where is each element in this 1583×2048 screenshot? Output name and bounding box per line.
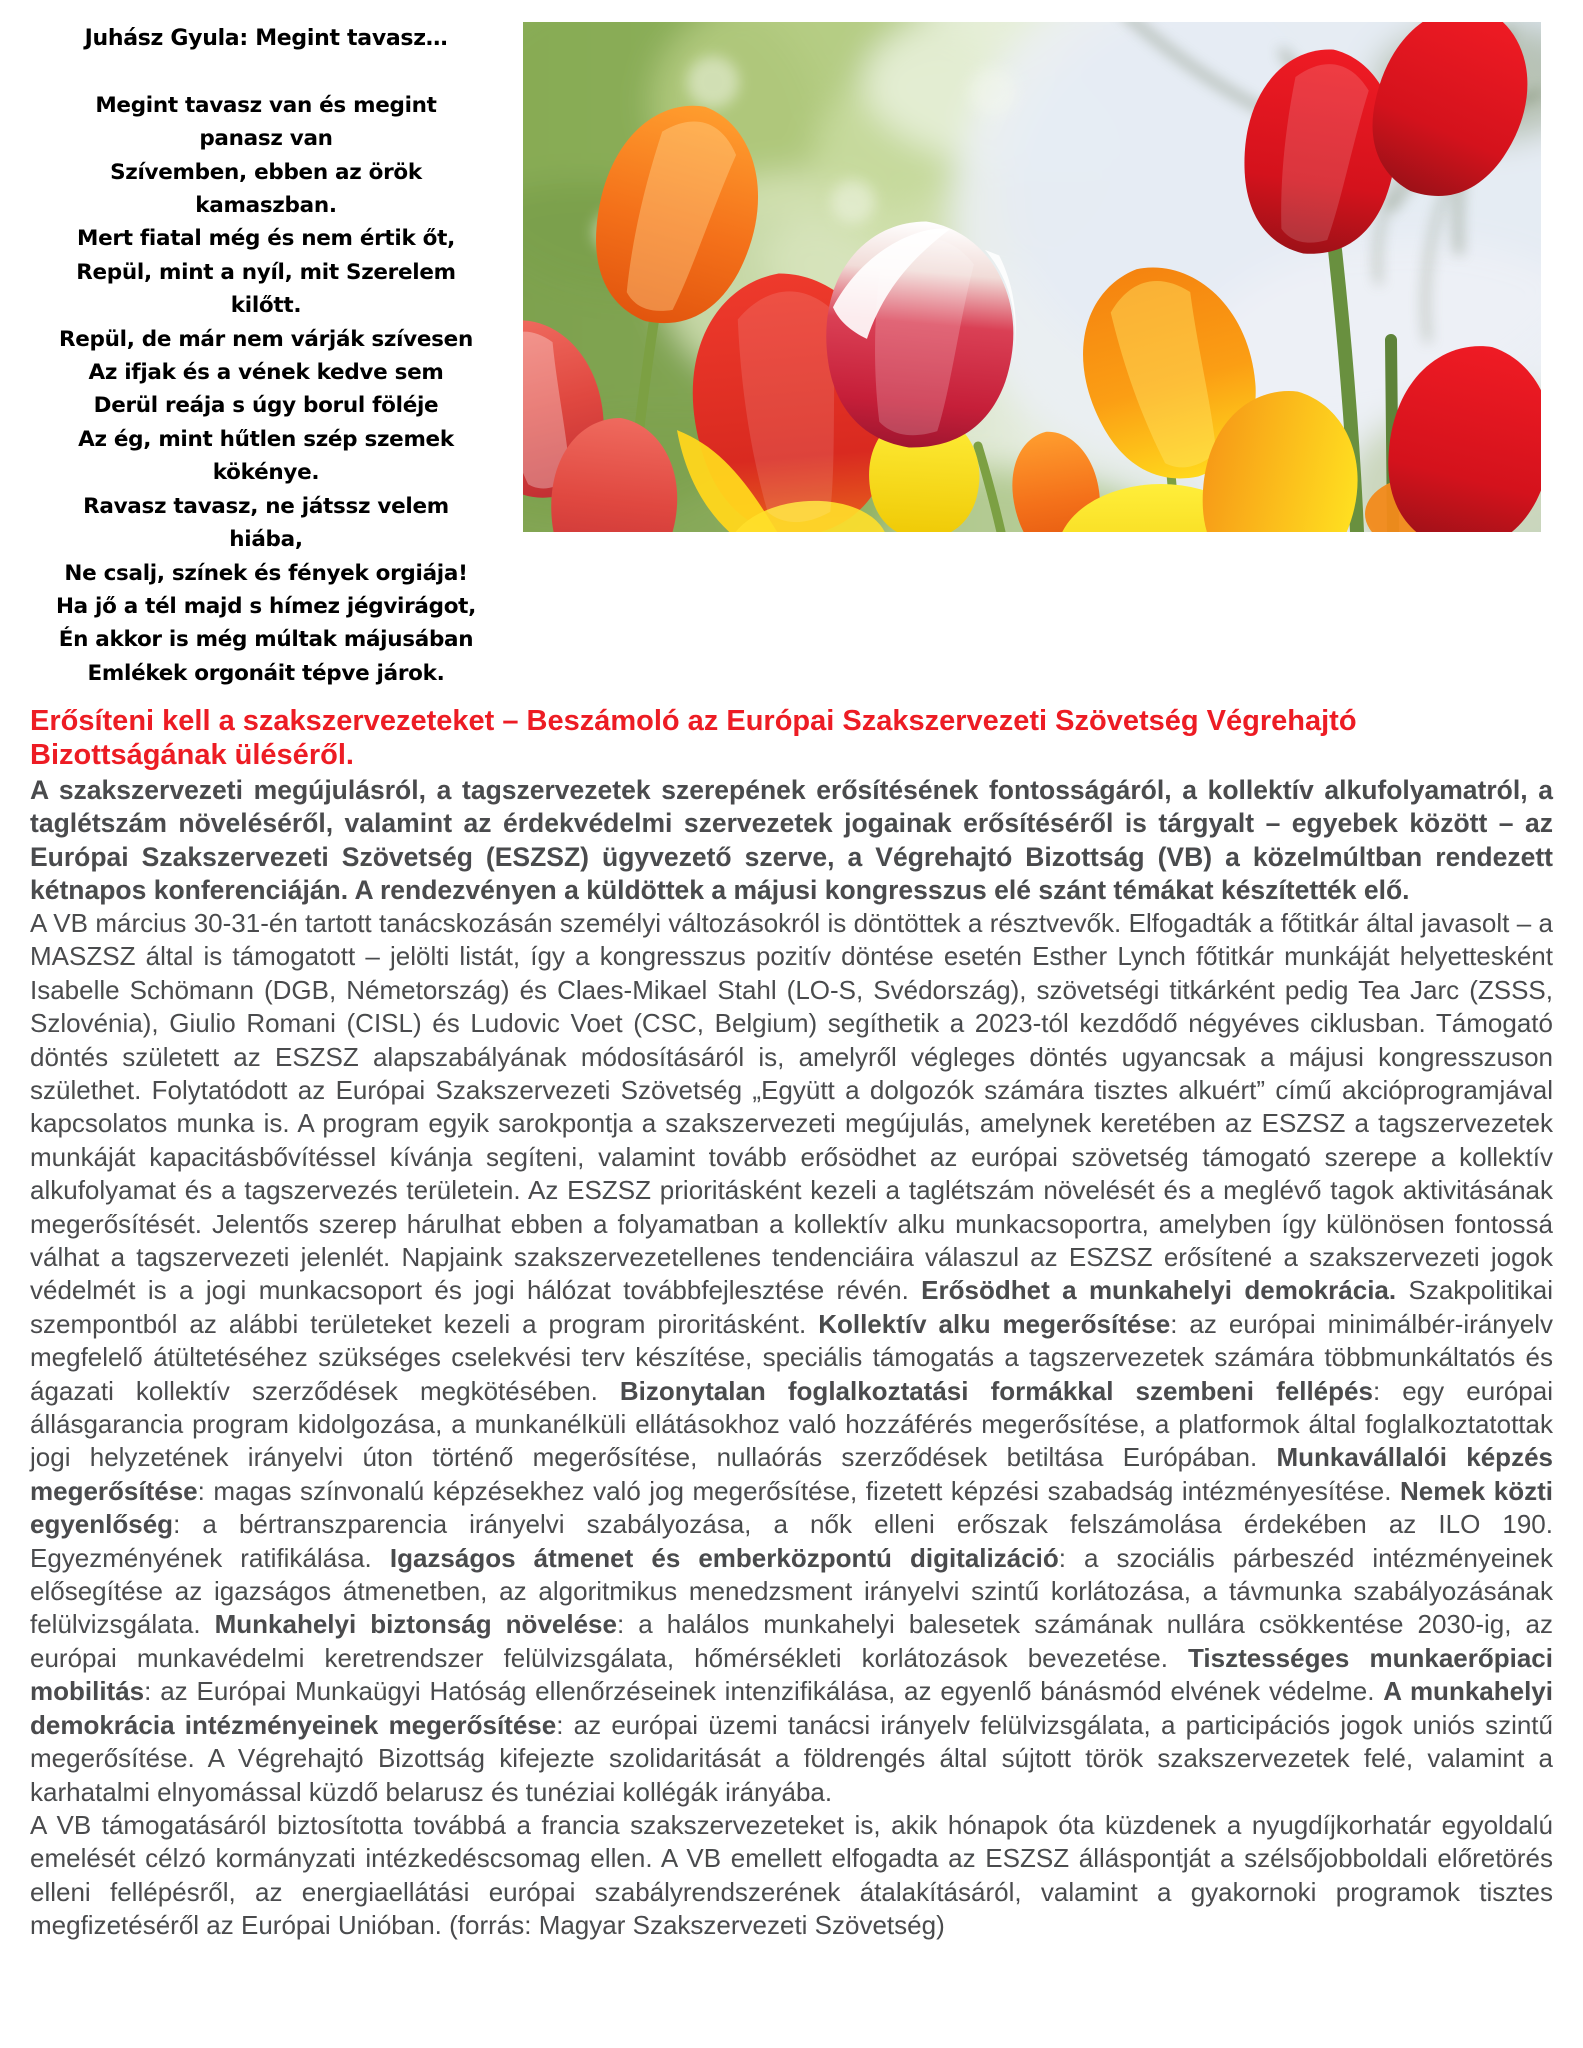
- body-text-segment: Szakpolitikai szempontból az alábbi területeket kezeli a program piroritásként.: [30, 1275, 1554, 1339]
- poem-title: Juhász Gyula: Megint tavasz…: [84, 26, 448, 51]
- poem-line: Repül, de már nem várják szívesen: [59, 326, 473, 352]
- body-text-segment: : magas színvonalú képzésekhez való jog megerősítése, fizetett képzési szabadság intézményesítése.: [197, 1475, 1400, 1506]
- poem-line: kilőtt.: [230, 293, 302, 319]
- poem-line: Szívemben, ebben az örök: [110, 159, 422, 185]
- poem-block: [30, 16, 502, 690]
- body-bold-segment: Igazságos átmenet és emberközpontú digitalizáció: [389, 1542, 1059, 1573]
- body-text-segment: : a halálos munkahelyi balesetek számának nullára csökkentése 2030-ig, az európai munkavédelmi keretrendszer felülvizsgálata, hőmérsékleti korlátozások bevezetése.: [30, 1609, 1553, 1673]
- poem-line: [30, 55, 502, 88]
- poem-lines: [30, 55, 502, 690]
- poem-line: Mert fiatal még és nem értik őt,: [77, 226, 455, 252]
- poem-line: Megint tavasz van és megint: [95, 92, 437, 118]
- poem-line: Ravasz tavasz, ne játssz velem: [83, 493, 449, 519]
- poem-line: hiába,: [229, 527, 303, 553]
- article-heading: Erősíteni kell a szakszervezeteket – Beszámoló az Európai Szakszervezeti Szövetség Végrehajtó Bizottságának üléséről.: [30, 705, 1357, 772]
- body-bold-segment: Tisztességes munkaerőpiaci mobilitás: [30, 1642, 1553, 1707]
- body-bold-segment: Bizonytalan foglalkoztatási formákkal szembeni fellépés: [619, 1375, 1373, 1406]
- article-closing-paragraph: A VB támogatásáról biztosította továbbá a francia szakszervezeteket is, akik hónapok óta küzdenek a nyugdíjkorhatár egyoldalú emelését célzó kormányzati intézkedéscsomag ellen. A VB emellett elfogadta az ESZSZ álláspontját a szélsőjobboldali előretörés elleni fellépésről, az energiaellátási európai szabályrendszerének átalakításáról, valamint a gyakornoki programok tisztes megfizetéséről az Európai Unióban. (forrás: Magyar Szakszervezeti Szövetség): [30, 1809, 1553, 1941]
- body-text-segment: : a szociális párbeszéd intézményeinek elősegítése az igazságos átmenetben, az algoritmikus menedzsment irányelvi szintű korlátozása, a távmunka szabályozásának felülvizsgálata.: [30, 1542, 1553, 1640]
- body-bold-segment: A munkahelyi demokrácia intézményeinek megerősítése: [30, 1676, 1553, 1740]
- poem-line: Derül reája s úgy borul föléje: [93, 393, 439, 419]
- tulips-photo: [523, 22, 1541, 532]
- poem-line: Emlékek orgonáit tépve járok.: [87, 660, 445, 686]
- poem-line: Az ifjak és a vének kedve sem: [88, 360, 444, 386]
- article-body-paragraph: [30, 907, 1553, 1809]
- tulips-photo-svg: [523, 22, 1541, 532]
- body-text-segment: : az európai üzemi tanácsi irányelv felülvizsgálata, a participációs jogok uniós szintű megerősítése. A Végrehajtó Bizottság kifejezte szolidaritását a földrengés által sújtott török szakszervezetek felé, valamint a karhatalmi elnyomással küzdő belarusz és tunéziai kollégák irányába.: [30, 1709, 1553, 1807]
- poem-line: Ne csalj, színek és fények orgiája!: [64, 560, 468, 586]
- top-section: [30, 16, 1553, 690]
- poem-line: Én akkor is még múltak májusában: [58, 627, 474, 653]
- body-text-segment: A VB március 30-31-én tartott tanácskozásán személyi változásokról is döntöttek a résztvevők. Elfogadták a főtitkár által javasolt – a MASZSZ által is támogatott – jelölti listát, így a kongresszus pozitív döntése esetén Esther Lynch főtitkár munkáját helyettesként Isabelle Schömann (DGB, Németország) és Claes-Mikael Stahl (LO-S, Svédország), szövetségi titkárként pedig Tea Jarc (ZSSS, Szlovénia), Giulio Romani (CISL) és Ludovic Voet (CSC, Belgium) segíthetik a 2023-tól kezdődő négyéves ciklusban. Támogató döntés született az ESZSZ alapszabályának módosításáról is, amelyről végleges döntés ugyancsak a májusi kongresszuson születhet. Folytatódott az Európai Szakszervezeti Szövetség „Együtt a dolgozók számára tisztes alkuért” című akcióprogramjával kapcsolatos munka is. A program egyik sarokpontja a szakszervezeti megújulás, amelynek keretében az ESZSZ a tagszervezetek munkáját kapacitásbővítéssel kívánja segíteni, valamint tovább erősödhet az európai szövetség támogató szerepe a kollektív alkufolyamat és a tagszervezés területein. Az ESZSZ prioritásként kezeli a taglétszám növelését és a meglévő tagok aktivitásának megerősítését. Jelentős szerep hárulhat ebben a folyamatban a kollektív alku munkacsoportra, amelyben így különösen fontossá válhat a tagszervezeti jelenlét. Napjaink szakszervezetellenes tendenciáira válaszul az ESZSZ erősítené a szakszervezeti jogok védelmét is a jogi munkacsoport és jogi hálózat továbbfejlesztése révén.: [30, 907, 1553, 1306]
- body-text-segment: : az Európai Munkaügyi Hatóság ellenőrzéseinek intenzifikálása, az egyenlő bánásmód elvének védelme.: [144, 1676, 1384, 1707]
- body-bold-segment: Munkavállalói képzés megerősítése: [30, 1442, 1553, 1506]
- article-lead-paragraph: A szakszervezeti megújulásról, a tagszervezetek szerepének erősítésének fontosságáról, a kollektív alkufolyamatról, a taglétszám növeléséről, valamint az érdekvédelmi szervezetek jogainak erősítéséről is tárgyalt – egyebek között – az Európai Szakszervezeti Szövetség (ESZSZ) ügyvezető szerve, a Végrehajtó Bizottság (VB) a közelmúltban rendezett kétnapos konferenciáján. A rendezvényen a küldöttek a májusi kongresszus elé szánt témákat készítették elő.: [30, 775, 1553, 905]
- body-text-segment: : a bértranszparencia irányelvi szabályozása, a nők elleni erőszak felszámolása érdekében az ILO 190. Egyezményének ratifikálása.: [30, 1509, 1553, 1573]
- poem-line: kamaszban.: [195, 193, 337, 219]
- poem-line: kökénye.: [212, 460, 320, 486]
- poem-line: Ha jő a tél majd s hímez jégvirágot,: [55, 593, 477, 619]
- body-text-segment: : egy európai állásgarancia program kidolgozása, a munkanélküli ellátásokhoz való hozzáférés megerősítése, a platformok által foglalkoztatottak jogi helyzetének irányelvi úton történő megerősítése, nullaórás szerződések betiltása Európában.: [30, 1375, 1554, 1473]
- poem-line: panasz van: [199, 126, 333, 152]
- poem-line: Repül, mint a nyíl, mit Szerelem: [76, 259, 456, 285]
- body-bold-segment: Erősödhet a munkahelyi demokrácia.: [921, 1275, 1397, 1306]
- body-bold-segment: Nemek közti egyenlőség: [30, 1475, 1553, 1540]
- body-bold-segment: Kollektív alku megerősítése: [818, 1308, 1171, 1339]
- body-text-segment: : az európai minimálbér-irányelv megfelelő átültetéséhez szükséges cselekvési terv készítése, speciális támogatás a tagszervezetek számára többmunkáltatós és ágazati kollektív szerződések megkötésében.: [30, 1308, 1553, 1406]
- body-bold-segment: Munkahelyi biztonság növelése: [214, 1609, 617, 1640]
- poem-line: Az ég, mint hűtlen szép szemek: [78, 426, 454, 452]
